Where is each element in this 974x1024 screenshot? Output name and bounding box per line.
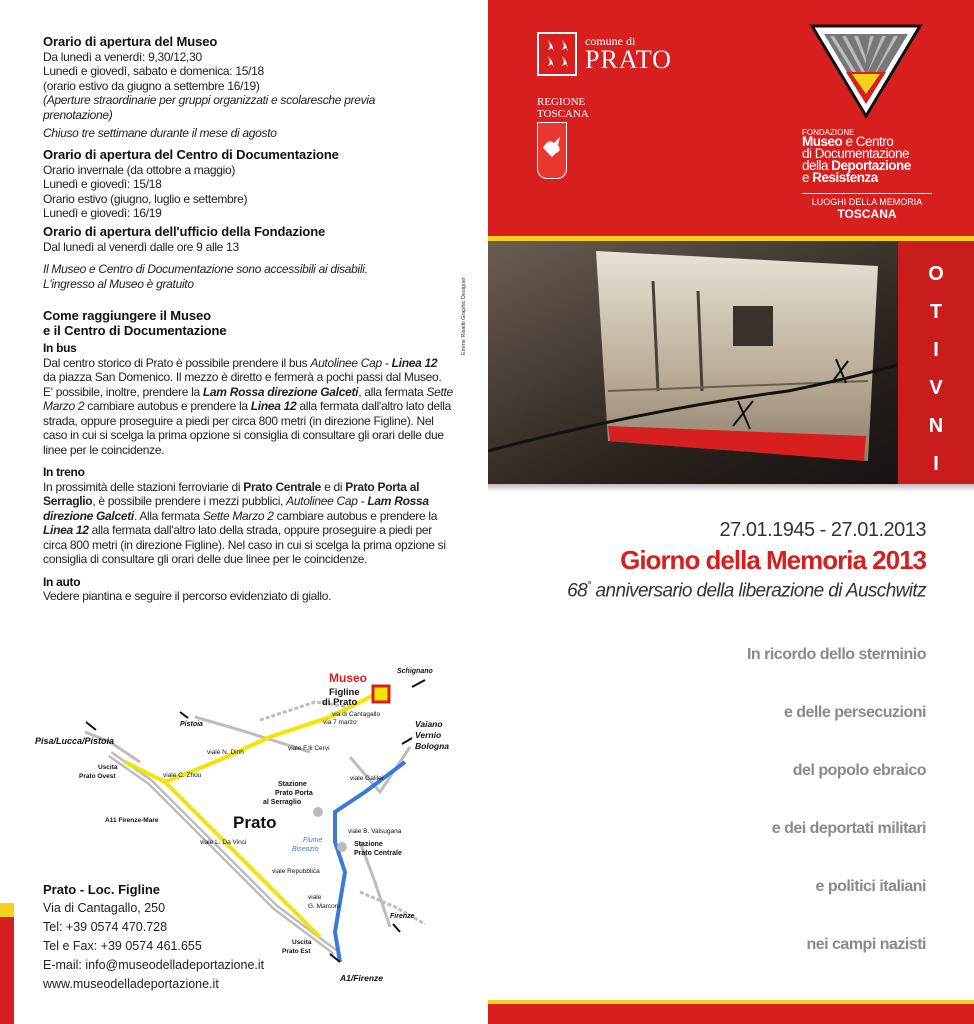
map-arrow	[393, 924, 400, 932]
map-label-museo: Museo	[329, 671, 368, 685]
map-arrow	[180, 712, 188, 718]
header-band	[488, 0, 974, 238]
map-label: viale Repubblica	[272, 868, 320, 875]
museo-hours-line: Da lunedì a venerdì: 9,30/12,30	[43, 49, 202, 64]
map-label: Prato Centrale	[354, 850, 402, 857]
invito-letter: N	[928, 415, 944, 437]
event-subtitle: 68° anniversario della liberazione di Auschwitz	[567, 580, 926, 602]
right-panel	[488, 0, 974, 1024]
regione-label: REGIONE TOSCANA	[537, 96, 589, 120]
bus-text: Dal centro storico di Prato è possibile prendere il bus Autolinee Cap - Linea 12 da piazza San Domenico. Il mezzo è diretto e fermerà a pochi passi dal Museo. E' possibile, inoltre, prendere la Lam Rossa direzione Galceti, alla fermata Sette Marzo 2 cambiare autobus e prendere la Linea 12 alla fermata dall'altro lato della strada, oppure proseguire a piedi per circa 800 metri (in direzione Figline). Nel caso in cui si scelga la prima opzione si consiglia di consultare gli orari delle due linee per le coincidenze.	[43, 355, 453, 457]
treno-label: In treno	[43, 465, 85, 479]
centro-hours-title: Orario di apertura del Centro di Documentazione	[43, 147, 339, 162]
centro-hours-line: Orario estivo (giugno, luglio e settembre)	[43, 191, 248, 206]
fondazione-triangle-logo-icon	[808, 22, 924, 120]
ufficio-hours	[43, 225, 453, 254]
map-label: viale Galilei	[350, 775, 384, 782]
map-label: Uscita	[98, 764, 118, 771]
designer-credit-text: Emme Risaliti Graphic Designer	[461, 277, 467, 355]
left-accent-yellow	[0, 903, 14, 917]
map-label-schignano: Schignano	[397, 668, 433, 675]
centro-hours	[43, 148, 453, 221]
ricordo-line: e dei deportati militari	[771, 820, 926, 837]
map-label: viale	[308, 894, 322, 901]
map-label-prato: Prato	[233, 813, 277, 832]
museo-closed: Chiuso tre settimane durante il mese di agosto	[43, 126, 277, 140]
map-label-figline: di Prato	[322, 697, 358, 708]
map-label: viale C. Zhou	[163, 772, 202, 779]
museo-hours-extra: (Aperture straordinarie per gruppi organizzati e scolaresche previa prenotazione)	[43, 93, 376, 122]
map-label-pisa: Pisa/Lucca/Pistoia	[35, 736, 115, 746]
map-label: Prato Ovest	[79, 773, 116, 780]
contact-tel: Tel: +39 0574 470.728	[43, 920, 168, 934]
map-station-serraglio	[313, 807, 323, 817]
regione-toscana-pegasus-icon	[537, 122, 567, 179]
map-label-vaiano: Bologna	[415, 741, 449, 751]
map-label: viale N. Dinh	[207, 749, 244, 756]
contact-title: Prato - Loc. Figline	[43, 882, 161, 897]
map-label: Prato Est	[282, 948, 311, 955]
accessibility	[43, 262, 453, 291]
invito-letter: I	[933, 339, 939, 361]
ricordo-line: nei campi nazisti	[806, 936, 926, 953]
comune-label-small: comune di	[585, 34, 636, 48]
designer-credit	[458, 258, 470, 358]
map-label: via 7 marzo	[323, 719, 357, 726]
map-label: Stazione	[354, 841, 383, 848]
map-label-firenze: Firenze	[390, 913, 415, 920]
map-label-a1: A1/Firenze	[340, 973, 383, 982]
event-title: Giorno della Memoria 2013	[620, 545, 926, 575]
map-road	[350, 747, 410, 792]
map-label: A11 Firenze-Mare	[105, 817, 159, 824]
event-dates: 27.01.1945 - 27.01.2013	[719, 519, 926, 541]
map-label: Prato Porta	[275, 790, 313, 797]
photo-shadow	[488, 484, 974, 492]
invito-band	[898, 241, 974, 486]
bus-label: In bus	[43, 341, 77, 355]
museo-hours-line: (orario estivo da giugno a settembre 16/19)	[43, 78, 260, 93]
ricordo-line: e delle persecuzioni	[783, 704, 926, 721]
map-label-fiume: Bisenzio	[292, 846, 319, 853]
ufficio-hours-title: Orario di apertura dell'ufficio della Fondazione	[43, 224, 326, 239]
auto-label: In auto	[43, 574, 81, 589]
museo-hours-line: Lunedì e giovedì, sabato e domenica: 15/18	[43, 64, 264, 78]
map-arrow	[402, 738, 412, 744]
luoghi-label: LUOGHI DELLA MEMORIA	[811, 197, 923, 207]
contact-email[interactable]: E-mail: info@museodelladeportazione.it	[43, 958, 265, 972]
map-label: Stazione	[278, 781, 307, 788]
invito-letter: V	[929, 377, 943, 399]
fondazione-label: FONDAZIONE	[802, 128, 855, 137]
museo-hours-title: Orario di apertura del Museo	[43, 34, 218, 49]
treno-text: In prossimità delle stazioni ferroviarie di Prato Centrale e di Prato Porta al Serraglio, è possibile prendere i mezzi pubblici, Autolinee Cap - Lam Rossa direzione Galceti. Alla fermata Sette Marzo 2 cambiare autobus e prendere la Linea 12 alla fermata dall'altro lato della strada, oppure proseguire a piedi per circa 800 metri (in direzione Figline). Nel caso in cui si scelga la prima opzione si consiglia di consultare gli orari delle due linee per le coincidenze.	[43, 479, 446, 566]
map-label: via di Cantagallo	[332, 711, 381, 718]
directions-title: e il Centro di Documentazione	[43, 322, 227, 338]
contact-fax: Tel e Fax: +39 0574 461.655	[43, 939, 202, 953]
ricordo-line: e politici italiani	[815, 878, 926, 895]
contact-block	[43, 880, 293, 994]
contact-address: Via di Cantagallo, 250	[43, 901, 166, 915]
comune-prato-crest-icon	[537, 32, 577, 76]
map-station-centrale	[337, 842, 347, 852]
invito-letter: O	[928, 263, 944, 285]
map-arrow	[86, 722, 96, 730]
fondazione-divider	[802, 193, 932, 194]
museo-hours	[43, 35, 453, 141]
map-label: viale F.lli Cervi	[288, 745, 330, 752]
accessibility-line: L'ingresso al Museo è gratuito	[43, 276, 194, 291]
auto-text: Vedere piantina e seguire il percorso evidenziato di giallo.	[43, 589, 332, 603]
invito-letter: I	[933, 453, 939, 475]
ricordo-line: In ricordo dello sterminio	[746, 646, 926, 663]
map-museo-marker	[373, 686, 389, 702]
map-label: Uscita	[292, 939, 312, 946]
accessibility-line: Il Museo e Centro di Documentazione sono accessibili ai disabili.	[43, 262, 368, 276]
map-arrow	[412, 680, 425, 687]
map-label-vaiano: Vaiano	[415, 719, 443, 729]
contact-web[interactable]: www.museodelladeportazione.it	[43, 977, 219, 991]
map-label: al Serraglio	[263, 799, 302, 806]
map-river	[335, 762, 405, 962]
centro-hours-line: Orario invernale (da ottobre a maggio)	[43, 162, 236, 177]
map-label-vaiano: Vernio	[415, 730, 442, 740]
ricordo-line: del popolo ebraico	[792, 762, 926, 779]
map-label: G. Marconi	[308, 903, 340, 910]
toscana-label: TOSCANA	[837, 207, 897, 221]
map-label-fiume: Fiume	[303, 837, 323, 844]
directions	[43, 309, 453, 604]
left-accent-red	[0, 917, 14, 1024]
ufficio-hours-line: Dal lunedì al venerdì dalle ore 9 alle 13	[43, 239, 239, 254]
map-label-figline: Figline	[329, 687, 360, 698]
map-label: viale L. Da Vinci	[200, 839, 247, 846]
fondazione-name: Museo e Centro di Documentazione della Deportazione e Resistenza	[802, 134, 911, 185]
map-label-pistoia: Pistoia	[180, 721, 203, 728]
comune-label-big: PRATO	[585, 45, 672, 74]
centro-hours-line: Lunedì e giovedì: 16/19	[43, 206, 162, 220]
map-label: viale B. Valsugana	[348, 828, 402, 835]
directions-title: Come raggiungere il Museo	[43, 308, 211, 323]
centro-hours-line: Lunedì e giovedì: 15/18	[43, 177, 162, 191]
footer-red-band	[488, 1004, 974, 1024]
invito-letter: T	[929, 301, 943, 323]
